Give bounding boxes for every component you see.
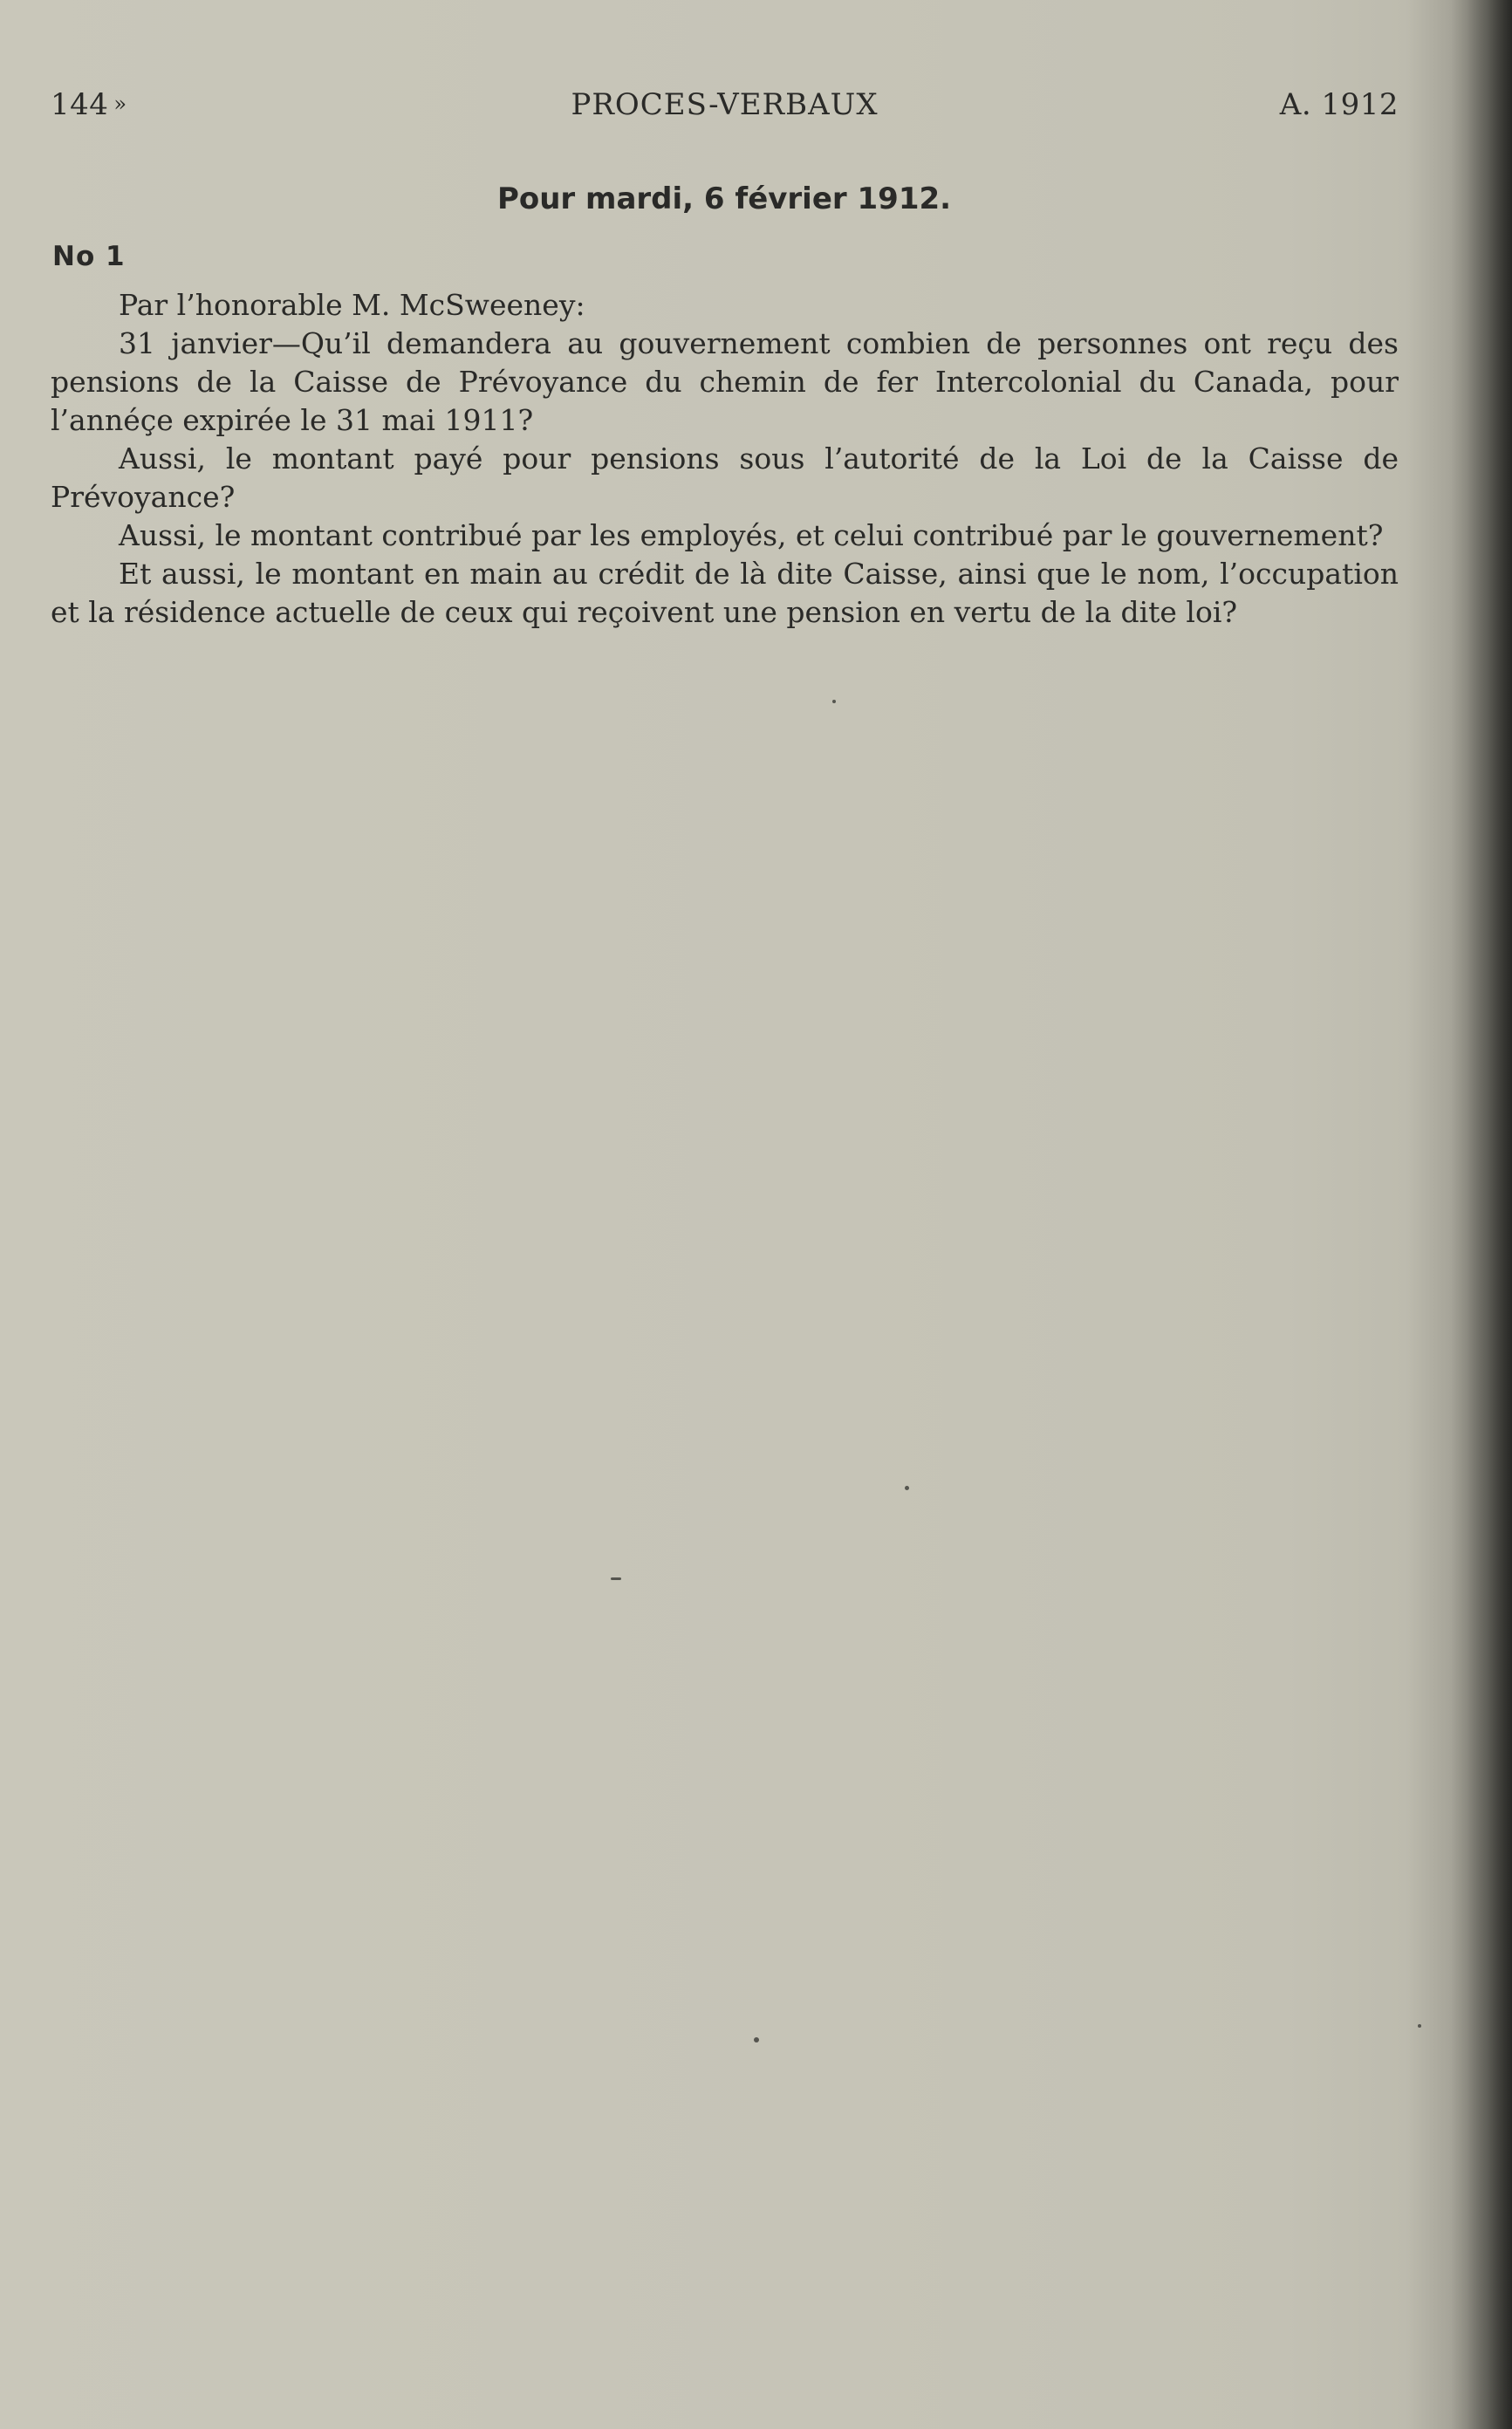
notice-body (51, 286, 1399, 632)
binding-shadow (1451, 0, 1512, 2429)
page-number-value: 144 (51, 87, 109, 122)
notice-number: No 1 (52, 241, 126, 272)
paper-speck (832, 700, 836, 703)
running-head (51, 87, 1399, 131)
paper-speck (905, 1486, 909, 1490)
page-mark: » (113, 92, 127, 116)
paper-speck (611, 1577, 621, 1580)
running-title: PROCES-VERBAUX (571, 87, 879, 122)
running-year: A. 1912 (1279, 87, 1399, 122)
paper-speck (754, 2037, 759, 2042)
session-heading: Pour mardi, 6 février 1912. (496, 181, 952, 216)
paragraph-amount-paid: Aussi, le montant payé pour pensions sous l’autorité de la Loi de la Caisse de Prévoyance? (51, 441, 1399, 514)
paragraph-fund-balance: Et aussi, le montant en main au crédit de là dite Caisse, ainsi que le nom, l’occupation et la résidence actuelle de ceux qui reçoivent une pension en vertu de la dite loi? (51, 557, 1399, 629)
paragraph-question: 31 janvier—Qu’il demandera au gouvernement combien de personnes ont reçu des pensions de la Caisse de Prévoyance du chemin de fer Intercolonial du Canada, pour l’annéçe expirée le 31 mai 1911? (51, 326, 1399, 437)
paragraph-mover: Par l’honorable M. McSweeney: (119, 288, 585, 322)
paper-speck (1418, 2024, 1421, 2028)
paragraph-contributions: Aussi, le montant contribué par les employés, et celui contribué par le gouvernement? (119, 518, 1384, 552)
